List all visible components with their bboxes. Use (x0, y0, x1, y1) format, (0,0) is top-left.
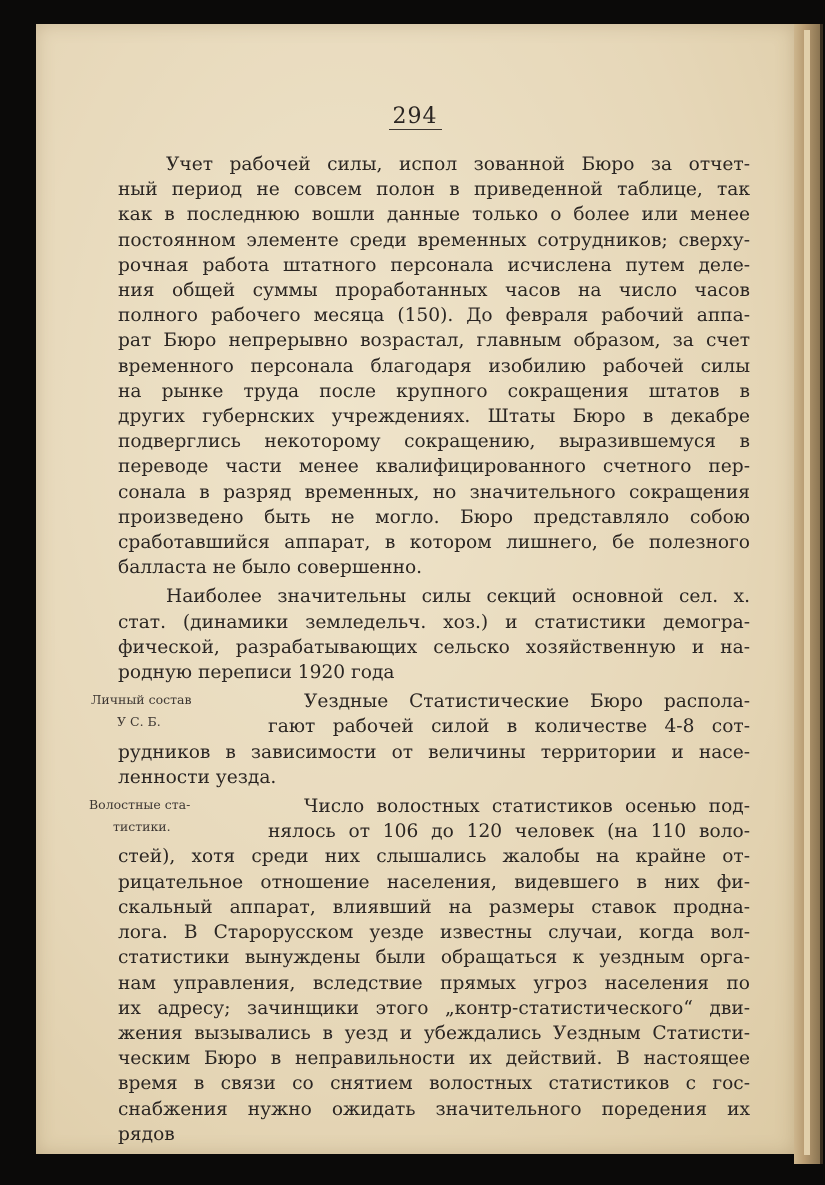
paragraph-main-sections (118, 584, 750, 685)
text-line: рицательное отношение населения, видевшего в них фи- (118, 871, 750, 893)
text-line: время в связи со снятием волостных статистиков с гос- (118, 1073, 750, 1095)
text-line: рудников в зависимости от величины территории и насе- (118, 741, 750, 763)
text-line: подверглись некоторому сокращению, выразившемуся в (118, 431, 750, 453)
text-line: ческим Бюро в неправильности их действий. В настоящее (118, 1048, 750, 1070)
text-line: Уездные Статистические Бюро распола- (304, 691, 750, 713)
text-line: гают рабочей силой в количестве 4-8 сот- (268, 716, 750, 738)
text-line: Число волостных статистиков осенью под- (304, 796, 750, 818)
text-line: стат. (динамики земледельч. хоз.) и статистики демогра- (118, 611, 750, 633)
text-line: временного персонала благодаря изобилию рабочей силы (118, 355, 750, 377)
section-volost-statisticians (89, 794, 750, 1147)
paragraph-volost-statisticians (118, 794, 750, 1147)
page-body (89, 152, 750, 1147)
text-line: ния общей суммы проработанных часов на число часов (118, 280, 750, 302)
text-line: нялось от 106 до 120 человек (на 110 воло- (268, 821, 750, 843)
text-line: жения вызывались в уезд и убеждались Уездным Статисти- (118, 1022, 750, 1044)
margin-note-personnel: Личный состав У С. Б. (91, 692, 192, 730)
text-line: как в последнюю вошли данные только о более или менее (118, 204, 750, 226)
text-line: снабжения нужно ожидать значительного поредения их (118, 1098, 750, 1120)
text-line: статистики вынуждены были обращаться к уездным орга- (118, 947, 750, 969)
text-line: стей), хотя среди них слышались жалобы на крайне от- (118, 846, 750, 868)
text-line: Наиболее значительны силы секций основной сел. х. (166, 586, 750, 608)
text-line: рочная работа штатного персонала исчислена путем деле- (118, 254, 750, 276)
text-line: лога. В Старорусском уезде известны случаи, когда вол- (118, 922, 750, 944)
text-line: Учет рабочей силы, испол зованной Бюро за отчет- (166, 154, 750, 175)
text-line: сработавшийся аппарат, в котором лишнего, бе полезного (118, 532, 750, 554)
text-line: нам управления, вследствие прямых угроз населения по (118, 972, 750, 994)
text-line: других губернских учреждениях. Штаты Бюро в декабре (118, 406, 750, 428)
text-line: на рынке труда после крупного сокращения штатов в (118, 380, 750, 402)
text-line: постоянном элементе среди временных сотрудников; сверху- (118, 229, 750, 251)
text-line: фической, разрабатывающих сельско хозяйственную и на- (118, 636, 750, 658)
text-line: полного рабочего месяца (150). До февраля рабочий аппа- (118, 305, 750, 327)
text-line: ленности уезда. (118, 766, 277, 788)
text-line: рат Бюро непрерывно возрастал, главным образом, за счет (118, 330, 750, 352)
page-edge-strip (804, 30, 810, 1155)
section-county-bureaus (91, 689, 750, 790)
text-line: рядов (118, 1123, 175, 1145)
text-line: скальный аппарат, влиявший на размеры ставок продна- (118, 896, 750, 918)
book-page (36, 24, 794, 1154)
text-line: переводе части менее квалифицированного счетного пер- (118, 456, 750, 478)
paragraph-labor-accounting (118, 152, 750, 580)
text-line: сонала в разряд временных, но значительного сокращения (118, 481, 750, 503)
text-line: ный период не совсем полон в приведенной таблице, так (118, 179, 750, 201)
text-line: их адресу; зачинщики этого „контр-статистического“ дви- (118, 997, 750, 1019)
text-line: родную переписи 1920 года (118, 662, 395, 684)
text-line: балласта не было совершенно. (118, 557, 423, 579)
text-line: произведено быть не могло. Бюро представляло собою (118, 506, 750, 528)
page-number: 294 (36, 104, 794, 129)
margin-note-volost: Волостные ста- тистики. (89, 797, 191, 835)
